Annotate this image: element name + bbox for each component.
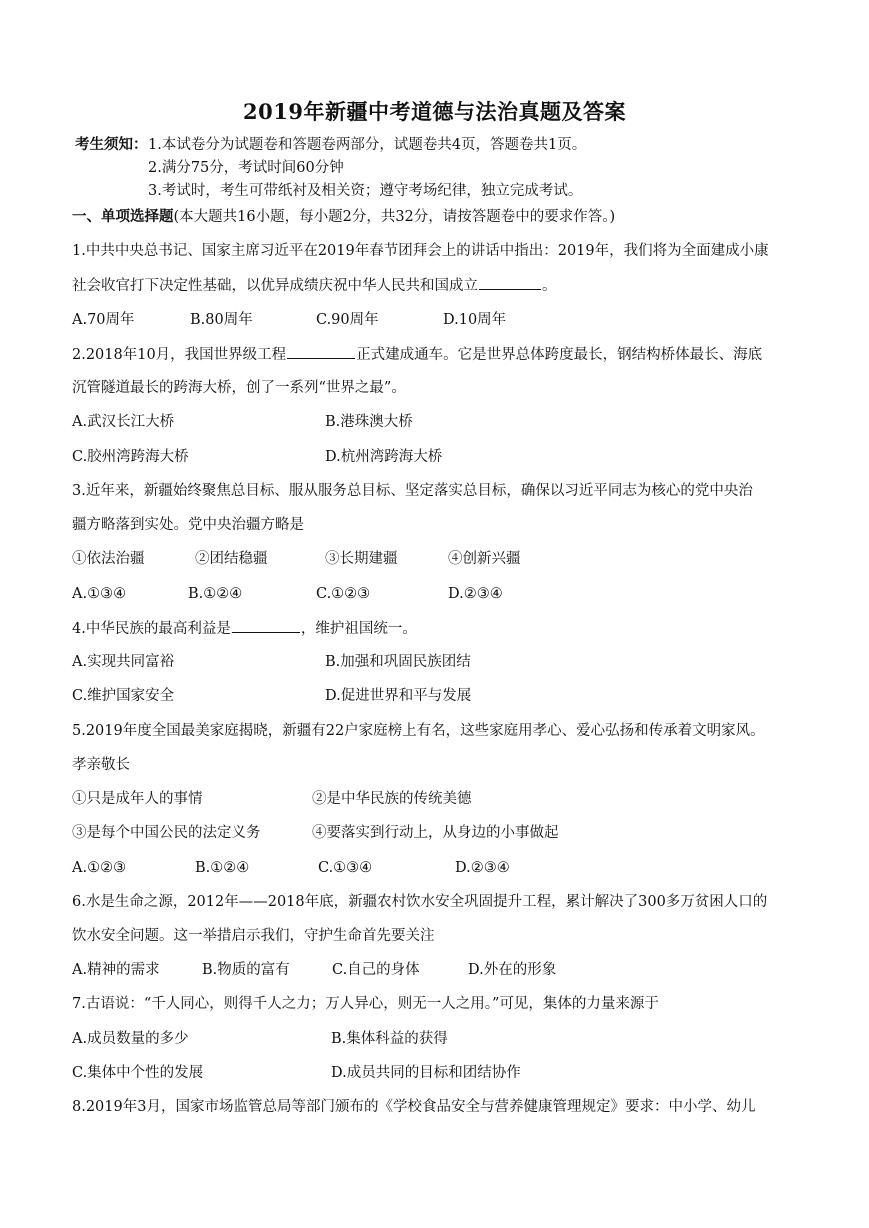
option-a: A.实现共同富裕 [72,654,175,670]
page-title: 2019年新疆中考道德与法治真题及答案 [243,99,626,124]
option-a: A.精神的需求 [72,962,160,978]
question-text: 6.水是生命之源，2012年——2018年底，新疆农村饮水安全巩固提升工程，累计解决了300多万贫困人口的 [72,894,768,910]
notice-item: 3.考试时，考生可带纸衬及相关资；遵守考场纪律，独立完成考试。 [148,183,583,199]
option-c: C.①③④ [318,860,373,876]
answer-blank [232,618,300,633]
section-note: (本大题共16小题，每小题2分，共32分，请按答题卷中的要求作答。) [173,209,616,225]
statement: ②是中华民族的传统美德 [312,791,472,807]
option-b: B.①②④ [195,860,250,876]
question-text: 7.古语说：“千人同心，则得千人之力；万人异心，则无一人之用。”可见，集体的力量来源于 [72,996,659,1012]
option-d: D.②③④ [448,586,503,602]
answer-blank [479,275,541,290]
option-d: D.促进世界和平与发展 [325,688,472,704]
option-b: B.加强和巩固民族团结 [325,654,471,670]
option-c: C.①②③ [316,586,371,602]
notice-label: 考生须知： [75,136,148,153]
option-d: D.10周年 [443,312,507,328]
statement: ④要落实到行动上，从身边的小事做起 [312,825,559,841]
question-text: 社会收官打下决定性基础，以优异成绩庆祝中华人民共和国成立 。 [72,275,557,296]
option-b: B.物质的富有 [202,962,290,978]
question-text: 4.中华民族的最高利益是 ，维护祖国统一。 [72,618,417,639]
section-heading [72,207,615,227]
option-c: C.自己的身体 [332,962,420,978]
option-a: A.武汉长江大桥 [72,414,175,430]
question-text: 3.近年来，新疆始终聚焦总目标、服从服务总目标、坚定落实总目标，确保以习近平同志为核心的党中央治 [72,483,753,499]
option-a: A.①③④ [72,586,127,602]
question-text: 2.2018年10月，我国世界级工程 正式建成通车。它是世界总体跨度最长，钢结构桥体最长、海底 [72,344,762,365]
option-b: B.港珠澳大桥 [325,414,413,430]
question-text: 1.中共中央总书记、国家主席习近平在2019年春节团拜会上的讲话中指出：2019年，我们将为全面建成小康 [72,243,769,259]
option-d: D.成员共同的目标和团结协作 [331,1065,521,1081]
question-text: 8.2019年3月，国家市场监管总局等部门颁布的《学校食品安全与营养健康管理规定》要求：中小学、幼儿 [72,1099,756,1115]
notice-item: 1.本试卷分为试题卷和答题卷两部分，试题卷共4页，答题卷共1页。 [148,137,587,153]
question-text: 沉管隧道最长的跨海大桥，创了一系列“世界之最”。 [72,380,406,396]
option-d: D.杭州湾跨海大桥 [325,449,443,465]
statement: ④创新兴疆 [448,551,521,567]
section-title: 一、单项选择题 [72,208,174,225]
notice-item: 2.满分75分，考试时间60分钟 [148,160,344,176]
statement: ③是每个中国公民的法定义务 [72,825,261,841]
option-b: B.①②④ [188,586,243,602]
option-d: D.②③④ [455,860,510,876]
statement: ②团结稳疆 [195,551,268,567]
option-a: A.成员数量的多少 [72,1031,189,1047]
answer-blank [287,344,355,359]
statement: ③长期建疆 [325,551,398,567]
option-d: D.外在的形象 [468,962,557,978]
option-a: A.①②③ [72,860,127,876]
option-c: C.维护国家安全 [72,688,175,704]
option-b: B.80周年 [190,312,253,328]
statement: ①只是成年人的事情 [72,791,203,807]
question-text: 疆方略落到实处。党中央治疆方略是 [72,517,304,533]
option-c: C.集体中个性的发展 [72,1065,204,1081]
option-c: C.90周年 [316,312,379,328]
question-text: 孝亲敬长 [72,757,130,773]
statement: ①依法治疆 [72,551,145,567]
option-c: C.胶州湾跨海大桥 [72,449,189,465]
option-b: B.集体科益的获得 [331,1031,448,1047]
question-text: 5.2019年度全国最美家庭揭晓，新疆有22户家庭榜上有名，这些家庭用孝心、爱心弘扬和传承着文明家风。 [72,723,765,739]
option-a: A.70周年 [72,312,135,328]
question-text: 饮水安全问题。这一举措启示我们，守护生命首先要关注 [72,928,435,944]
